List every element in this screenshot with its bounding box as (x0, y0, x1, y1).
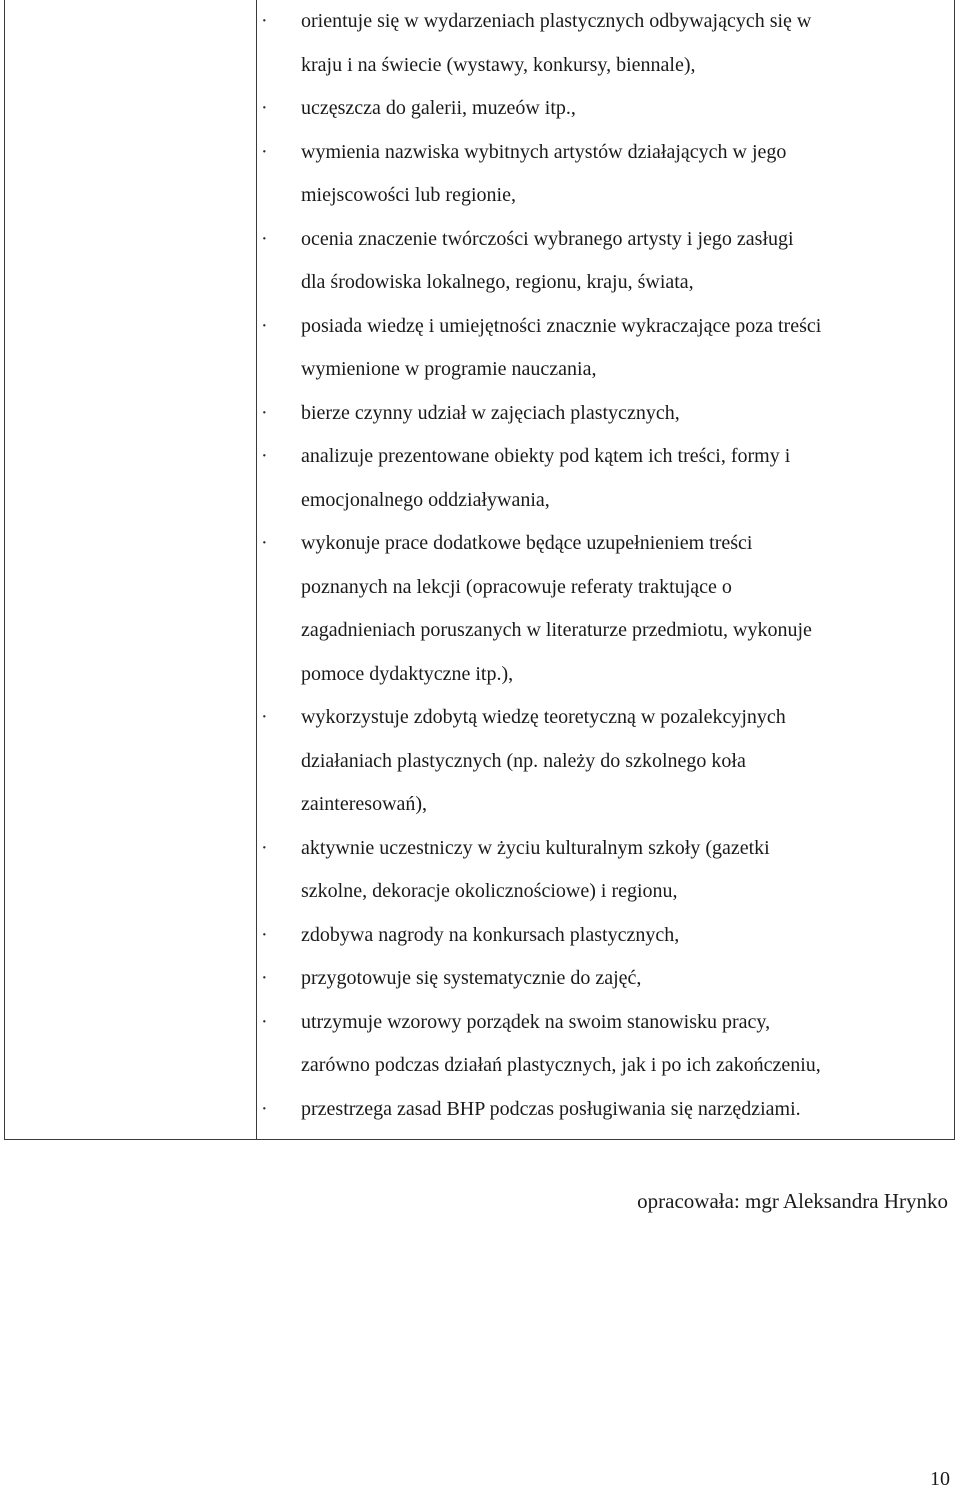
list-item-text (301, 957, 960, 1001)
bullet-icon (261, 827, 271, 871)
bullet-icon (261, 957, 271, 1001)
criteria-table (4, 0, 955, 1140)
list-item-text (301, 1088, 960, 1132)
list-item-line: zagadnieniach poruszanych w literaturze przedmiotu, wykonuje (301, 619, 812, 641)
list-item-text (301, 696, 960, 827)
list-item-text (301, 435, 960, 522)
list-item-line: pomoce dydaktyczne itp.), (301, 662, 514, 685)
list-item-line: wymienione w programie nauczania, (301, 358, 597, 380)
bullet-icon (261, 914, 271, 958)
list-item-text (301, 1001, 960, 1088)
list-item-text (301, 131, 960, 218)
bullet-icon (261, 87, 271, 131)
list-item-text (301, 522, 960, 696)
list-item-line: analizuje prezentowane obiekty pod kątem ich treści, formy i (301, 445, 791, 467)
list-item-line: zainteresowań), (301, 793, 428, 815)
list-item-line: orientuje się w wydarzeniach plastycznych odbywających się w (301, 10, 812, 32)
bullet-icon (261, 0, 271, 44)
page-number: 10 (930, 1468, 950, 1490)
list-item-line: bierze czynny udział w zajęciach plastycznych, (301, 401, 680, 424)
list-item-line: utrzymuje wzorowy porządek na swoim stanowisku pracy, (301, 1010, 771, 1033)
list-item-line: uczęszcza do galerii, muzeów itp., (301, 97, 576, 119)
bullet-icon (261, 1088, 271, 1132)
list-item-line: szkolne, dekoracje okolicznościowe) i regionu, (301, 880, 678, 902)
list-item-line: ocenia znaczenie twórczości wybranego artysty i jego zasługi (301, 227, 794, 250)
list-item-line: posiada wiedzę i umiejętności znacznie wykraczające poza treści (301, 314, 822, 337)
list-item-text (301, 392, 960, 436)
bullet-icon (261, 305, 271, 349)
list-item-text (301, 305, 960, 392)
bullet-icon (261, 522, 271, 566)
bullet-icon (261, 696, 271, 740)
list-item-line: dla środowiska lokalnego, regionu, kraju, świata, (301, 271, 694, 293)
list-item-line: wykonuje prace dodatkowe będące uzupełnieniem treści (301, 532, 753, 554)
criteria-list (5, 0, 954, 1139)
list-item-text (301, 218, 960, 305)
list-item-line: wykorzystuje zdobytą wiedzę teoretyczną w pozalekcyjnych (301, 706, 786, 728)
bullet-icon (261, 1001, 271, 1045)
list-item-line: wymienia nazwiska wybitnych artystów działających w jego (301, 140, 787, 163)
list-item-line: działaniach plastycznych (np. należy do szkolnego koła (301, 749, 746, 772)
list-item-text (301, 87, 960, 131)
list-item-line: przygotowuje się systematycznie do zajęć, (301, 967, 642, 989)
list-item-line: zarówno podczas działań plastycznych, jak i po ich zakończeniu, (301, 1054, 821, 1076)
list-item-text (301, 827, 960, 914)
list-item-text (301, 914, 960, 958)
list-item-line: aktywnie uczestniczy w życiu kulturalnym szkoły (gazetki (301, 836, 770, 859)
bullet-icon (261, 392, 271, 436)
list-item-line: przestrzega zasad BHP podczas posługiwania się narzędziami. (301, 1097, 801, 1120)
bullet-icon (261, 131, 271, 175)
list-item-line: miejscowości lub regionie, (301, 184, 516, 206)
bullet-icon (261, 435, 271, 479)
list-item-line: kraju i na świecie (wystawy, konkursy, biennale), (301, 53, 696, 76)
list-item-text (301, 0, 960, 87)
bullet-icon (261, 218, 271, 262)
list-item-line: zdobywa nagrody na konkursach plastycznych, (301, 923, 680, 946)
list-item-line: emocjonalnego oddziaływania, (301, 488, 550, 511)
list-item-line: poznanych na lekcji (opracowuje referaty traktujące o (301, 575, 732, 598)
author-signature: opracowała: mgr Aleksandra Hrynko (637, 1189, 948, 1213)
